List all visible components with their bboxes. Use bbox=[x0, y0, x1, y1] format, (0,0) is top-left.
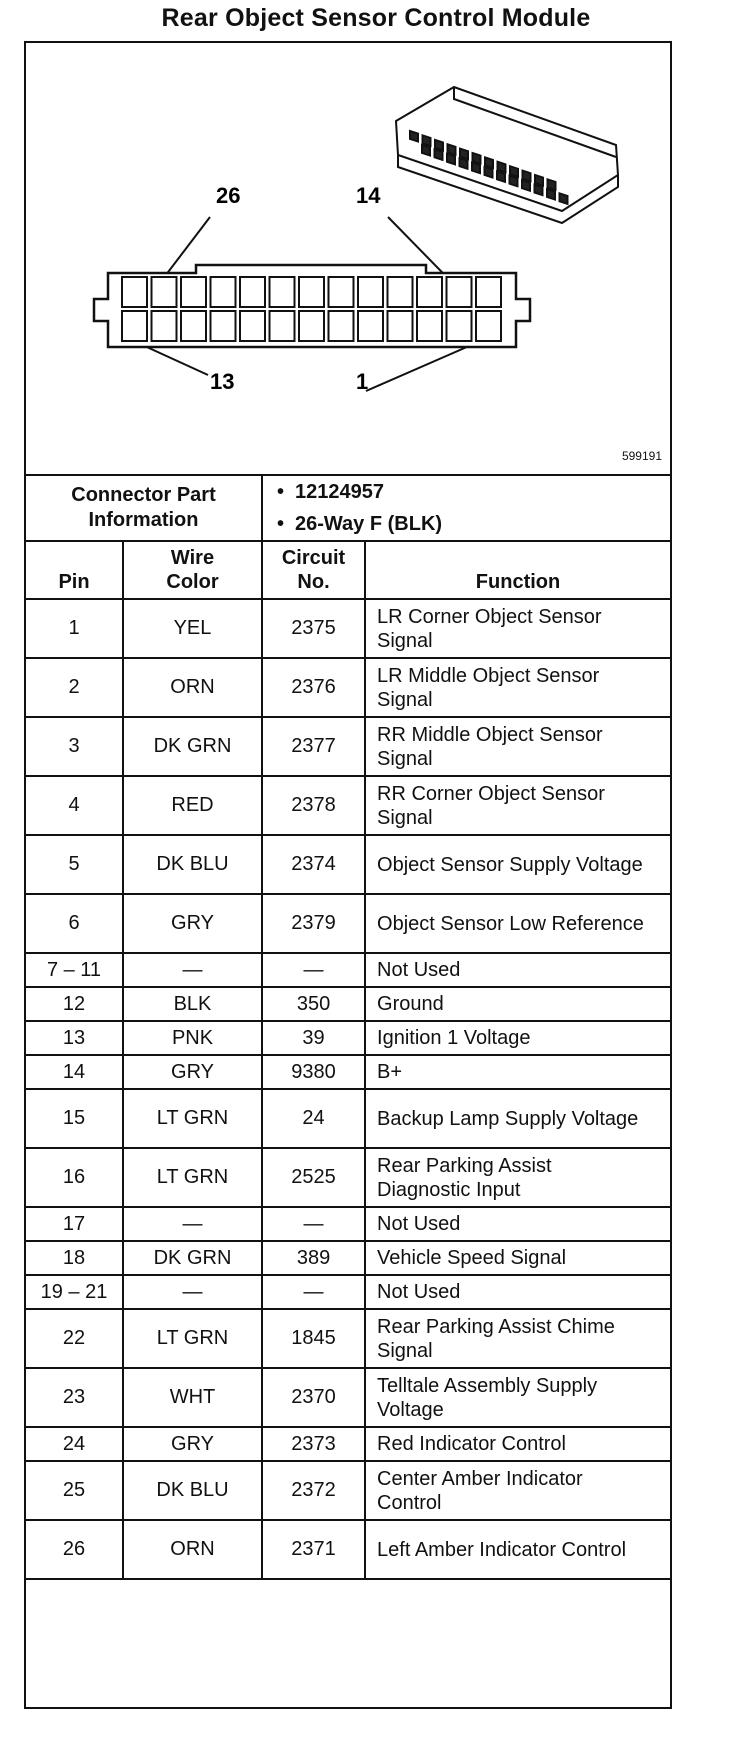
circuit-cell: 2373 bbox=[262, 1427, 365, 1461]
wire-color-cell: DK BLU bbox=[123, 835, 262, 894]
pin-cavity bbox=[181, 277, 206, 307]
pin-cavity bbox=[211, 277, 236, 307]
function-cell: Ground bbox=[365, 987, 670, 1021]
pin-cavity bbox=[476, 277, 501, 307]
header-function: Function bbox=[365, 541, 670, 599]
iso-pin-cavity bbox=[460, 149, 468, 160]
table-row bbox=[26, 1427, 670, 1461]
figure-code: 599191 bbox=[621, 449, 662, 463]
pin-cell: 17 bbox=[26, 1207, 123, 1241]
function-cell: LR Middle Object Sensor Signal bbox=[365, 658, 670, 717]
part-info-label: Connector Part Information bbox=[26, 475, 262, 541]
page-title: Rear Object Sensor Control Module bbox=[161, 4, 591, 32]
pin-cell: 7 – 11 bbox=[26, 953, 123, 987]
wire-color-cell: LT GRN bbox=[123, 1148, 262, 1207]
pin-cell: 1 bbox=[26, 599, 123, 658]
function-cell: Left Amber Indicator Control bbox=[365, 1520, 670, 1579]
pin-cavity bbox=[299, 277, 324, 307]
iso-pin-cavity bbox=[548, 179, 556, 190]
iso-pin-cavity bbox=[435, 140, 443, 151]
wire-color-cell: LT GRN bbox=[123, 1309, 262, 1368]
pin-callout-1: 1 bbox=[356, 369, 369, 394]
part-info-values bbox=[262, 475, 670, 541]
circuit-cell: 2370 bbox=[262, 1368, 365, 1427]
wire-color-cell: GRY bbox=[123, 894, 262, 953]
function-cell: Backup Lamp Supply Voltage bbox=[365, 1089, 670, 1148]
circuit-cell: 2379 bbox=[262, 894, 365, 953]
bullet-icon: • bbox=[277, 481, 285, 503]
table-row bbox=[26, 1309, 670, 1368]
wire-color-cell: ORN bbox=[123, 658, 262, 717]
function-cell: Rear Parking Assist Chime Signal bbox=[365, 1309, 670, 1368]
pin-cell: 6 bbox=[26, 894, 123, 953]
iso-pin-cavity bbox=[498, 162, 506, 173]
circuit-cell: 2378 bbox=[262, 776, 365, 835]
header-pin: Pin bbox=[26, 541, 123, 599]
iso-pin-cavity bbox=[473, 153, 481, 164]
table-row bbox=[26, 717, 670, 776]
pin-cell: 24 bbox=[26, 1427, 123, 1461]
pin-cavity bbox=[152, 277, 177, 307]
function-cell: Object Sensor Supply Voltage bbox=[365, 835, 670, 894]
bullet-icon: • bbox=[277, 513, 285, 535]
iso-pin-cavity bbox=[448, 144, 456, 155]
pin-cavity bbox=[299, 311, 324, 341]
function-cell: Center Amber Indicator Control bbox=[365, 1461, 670, 1520]
iso-pin-cavity bbox=[510, 176, 518, 187]
wire-color-cell: RED bbox=[123, 776, 262, 835]
pin-cavity bbox=[329, 277, 354, 307]
function-cell: Not Used bbox=[365, 953, 670, 987]
wire-color-cell: WHT bbox=[123, 1368, 262, 1427]
table-row bbox=[26, 1520, 670, 1579]
pin-cavity bbox=[122, 277, 147, 307]
table-row bbox=[26, 658, 670, 717]
pinout-table bbox=[26, 474, 670, 1580]
connector-illustration bbox=[26, 43, 670, 473]
pin-cell: 25 bbox=[26, 1461, 123, 1520]
function-cell: Object Sensor Low Reference bbox=[365, 894, 670, 953]
wire-color-cell: PNK bbox=[123, 1021, 262, 1055]
circuit-cell: 350 bbox=[262, 987, 365, 1021]
pin-cavity bbox=[358, 277, 383, 307]
pin-cell: 16 bbox=[26, 1148, 123, 1207]
iso-pin-cavity bbox=[547, 189, 555, 200]
wire-color-cell: DK BLU bbox=[123, 1461, 262, 1520]
table-row bbox=[26, 776, 670, 835]
table-row bbox=[26, 1089, 670, 1148]
pin-cell: 19 – 21 bbox=[26, 1275, 123, 1309]
pin-cell: 22 bbox=[26, 1309, 123, 1368]
pin-cell: 18 bbox=[26, 1241, 123, 1275]
iso-pin-cavity bbox=[523, 171, 531, 182]
pin-cavity bbox=[447, 311, 472, 341]
pin-cavity bbox=[270, 311, 295, 341]
pin-cavity bbox=[388, 277, 413, 307]
iso-pin-cavity bbox=[422, 145, 430, 156]
circuit-cell: 2377 bbox=[262, 717, 365, 776]
iso-pin-cavity bbox=[535, 185, 543, 196]
pin-cell: 4 bbox=[26, 776, 123, 835]
table-row bbox=[26, 1275, 670, 1309]
pin-cavity bbox=[329, 311, 354, 341]
circuit-cell: — bbox=[262, 953, 365, 987]
circuit-cell: 2376 bbox=[262, 658, 365, 717]
table-row bbox=[26, 953, 670, 987]
pin-cavity bbox=[122, 311, 147, 341]
table-row bbox=[26, 1461, 670, 1520]
pin-cavity bbox=[211, 311, 236, 341]
iso-pin-cavity bbox=[510, 166, 518, 177]
pin-cavity bbox=[181, 311, 206, 341]
circuit-cell: 39 bbox=[262, 1021, 365, 1055]
function-cell: Rear Parking Assist Diagnostic Input bbox=[365, 1148, 670, 1207]
circuit-cell: 24 bbox=[262, 1089, 365, 1148]
pin-cavity bbox=[388, 311, 413, 341]
pin-cell: 13 bbox=[26, 1021, 123, 1055]
connector-chart bbox=[24, 41, 672, 1709]
pin-cell: 3 bbox=[26, 717, 123, 776]
circuit-cell: 2371 bbox=[262, 1520, 365, 1579]
iso-pin-cavity bbox=[460, 158, 468, 169]
pin-cavity bbox=[476, 311, 501, 341]
circuit-cell: 2374 bbox=[262, 835, 365, 894]
header-row bbox=[26, 541, 670, 599]
pin-cell: 26 bbox=[26, 1520, 123, 1579]
iso-pin-cavity bbox=[560, 193, 568, 204]
table-row bbox=[26, 1241, 670, 1275]
header-circuit: Circuit No. bbox=[262, 541, 365, 599]
pin-cell: 12 bbox=[26, 987, 123, 1021]
pin-callout-13: 13 bbox=[210, 369, 235, 394]
wire-color-cell: — bbox=[123, 1275, 262, 1309]
table-row bbox=[26, 894, 670, 953]
circuit-cell: 1845 bbox=[262, 1309, 365, 1368]
function-cell: Telltale Assembly Supply Voltage bbox=[365, 1368, 670, 1427]
iso-pin-cavity bbox=[423, 135, 431, 146]
table-row bbox=[26, 1207, 670, 1241]
table-row bbox=[26, 835, 670, 894]
wire-color-cell: — bbox=[123, 953, 262, 987]
iso-pin-cavity bbox=[497, 171, 505, 182]
part-info-row bbox=[26, 475, 670, 541]
pin-cell: 2 bbox=[26, 658, 123, 717]
table-row bbox=[26, 1368, 670, 1427]
pin-cell: 15 bbox=[26, 1089, 123, 1148]
function-cell: Red Indicator Control bbox=[365, 1427, 670, 1461]
pin-cavity bbox=[358, 311, 383, 341]
circuit-cell: — bbox=[262, 1207, 365, 1241]
wire-color-cell: ORN bbox=[123, 1520, 262, 1579]
pin-callout-14: 14 bbox=[356, 183, 381, 208]
table-row bbox=[26, 987, 670, 1021]
function-cell: Not Used bbox=[365, 1275, 670, 1309]
pin-cavity bbox=[240, 277, 265, 307]
iso-pin-cavity bbox=[447, 154, 455, 165]
wire-color-cell: GRY bbox=[123, 1427, 262, 1461]
pin-cavity bbox=[417, 311, 442, 341]
iso-pin-cavity bbox=[472, 163, 480, 174]
function-cell: B+ bbox=[365, 1055, 670, 1089]
pin-callout-26: 26 bbox=[216, 183, 241, 208]
function-cell: Not Used bbox=[365, 1207, 670, 1241]
table-row bbox=[26, 1148, 670, 1207]
wire-color-cell: GRY bbox=[123, 1055, 262, 1089]
table-row bbox=[26, 599, 670, 658]
pin-cavity bbox=[152, 311, 177, 341]
function-cell: LR Corner Object Sensor Signal bbox=[365, 599, 670, 658]
table-row bbox=[26, 1055, 670, 1089]
function-cell: Ignition 1 Voltage bbox=[365, 1021, 670, 1055]
iso-pin-cavity bbox=[435, 149, 443, 160]
wire-color-cell: — bbox=[123, 1207, 262, 1241]
iso-pin-cavity bbox=[485, 157, 493, 168]
circuit-cell: 9380 bbox=[262, 1055, 365, 1089]
pin-cavity bbox=[240, 311, 265, 341]
table-row bbox=[26, 1021, 670, 1055]
pin-cavity bbox=[270, 277, 295, 307]
wire-color-cell: BLK bbox=[123, 987, 262, 1021]
part-number: 12124957 bbox=[295, 481, 384, 503]
pin-cell: 23 bbox=[26, 1368, 123, 1427]
connector-3d-view bbox=[396, 87, 618, 223]
circuit-cell: 389 bbox=[262, 1241, 365, 1275]
circuit-cell: 2372 bbox=[262, 1461, 365, 1520]
pin-cell: 5 bbox=[26, 835, 123, 894]
pin-cavity bbox=[417, 277, 442, 307]
function-cell: Vehicle Speed Signal bbox=[365, 1241, 670, 1275]
pin-cell: 14 bbox=[26, 1055, 123, 1089]
iso-pin-cavity bbox=[522, 180, 530, 191]
wire-color-cell: LT GRN bbox=[123, 1089, 262, 1148]
connector-type: 26-Way F (BLK) bbox=[295, 513, 443, 535]
pin-cavity bbox=[447, 277, 472, 307]
function-cell: RR Middle Object Sensor Signal bbox=[365, 717, 670, 776]
iso-pin-cavity bbox=[535, 175, 543, 186]
wire-color-cell: DK GRN bbox=[123, 717, 262, 776]
wire-color-cell: YEL bbox=[123, 599, 262, 658]
wire-color-cell: DK GRN bbox=[123, 1241, 262, 1275]
circuit-cell: — bbox=[262, 1275, 365, 1309]
iso-pin-cavity bbox=[410, 131, 418, 142]
function-cell: RR Corner Object Sensor Signal bbox=[365, 776, 670, 835]
circuit-cell: 2375 bbox=[262, 599, 365, 658]
iso-pin-cavity bbox=[485, 167, 493, 178]
connector-drawing bbox=[26, 43, 670, 473]
header-wire-color: Wire Color bbox=[123, 541, 262, 599]
circuit-cell: 2525 bbox=[262, 1148, 365, 1207]
